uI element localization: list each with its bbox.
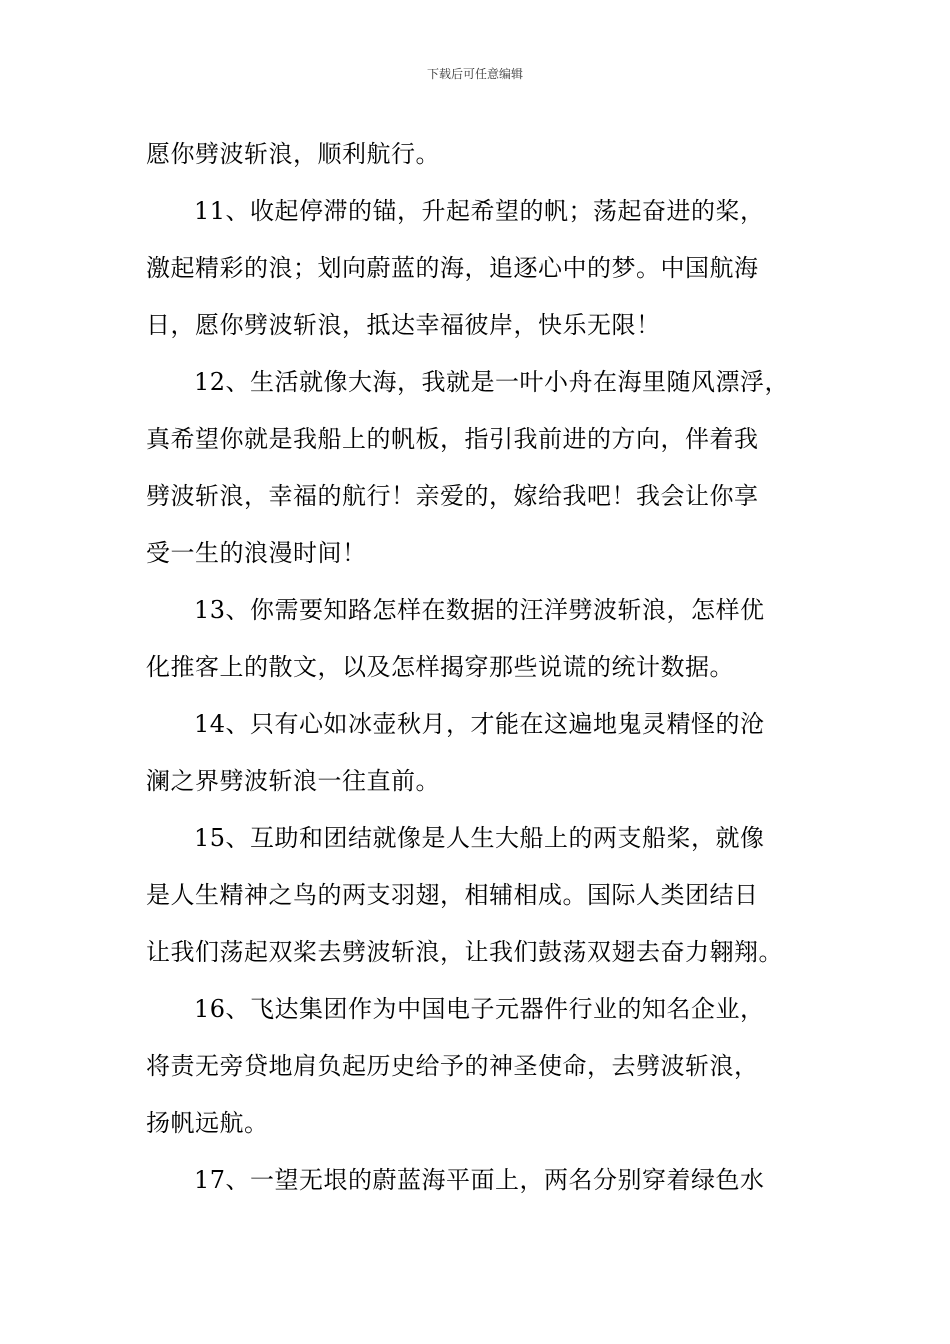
text-line: 将责无旁贷地肩负起历史给予的神圣使命，去劈波斩浪，: [146, 1052, 759, 1080]
text-line: 是人生精神之鸟的两支羽翅，相辅相成。国际人类团结日: [146, 881, 759, 909]
text-line: 澜之界劈波斩浪一往直前。: [146, 767, 440, 795]
text-line: 化推客上的散文，以及怎样揭穿那些说谎的统计数据。: [146, 653, 734, 681]
text-line: 让我们荡起双桨去劈波斩浪，让我们鼓荡双翅去奋力翱翔。: [146, 938, 783, 966]
text-line: 劈波斩浪，幸福的航行！亲爱的，嫁给我吧！我会让你享: [146, 482, 759, 510]
text-line: 14、只有心如冰壶秋月，才能在这遍地鬼灵精怪的沧: [194, 710, 765, 738]
text-line: 12、生活就像大海，我就是一叶小舟在海里随风漂浮，: [194, 368, 790, 396]
document-body: [146, 126, 810, 1209]
text-line: 愿你劈波斩浪，顺利航行。: [146, 140, 440, 168]
text-line: 15、互助和团结就像是人生大船上的两支船桨，就像: [194, 824, 765, 852]
page-header: 下载后可任意编辑: [426, 67, 523, 81]
text-line: 13、你需要知路怎样在数据的汪洋劈波斩浪，怎样优: [194, 596, 765, 624]
text-line: 真希望你就是我船上的帆板，指引我前进的方向，伴着我: [146, 425, 759, 453]
text-line: 激起精彩的浪；划向蔚蓝的海，追逐心中的梦。中国航海: [146, 254, 759, 282]
text-line: 扬帆远航。: [146, 1109, 269, 1137]
text-line: 受一生的浪漫时间！: [146, 539, 367, 567]
text-line: 11、收起停滞的锚，升起希望的帆；荡起奋进的桨，: [194, 197, 765, 225]
text-line: 17、一望无垠的蔚蓝海平面上，两名分别穿着绿色水: [194, 1166, 765, 1194]
text-line: 16、飞达集团作为中国电子元器件行业的知名企业，: [194, 995, 765, 1023]
text-line: 日，愿你劈波斩浪，抵达幸福彼岸，快乐无限！: [146, 311, 661, 339]
